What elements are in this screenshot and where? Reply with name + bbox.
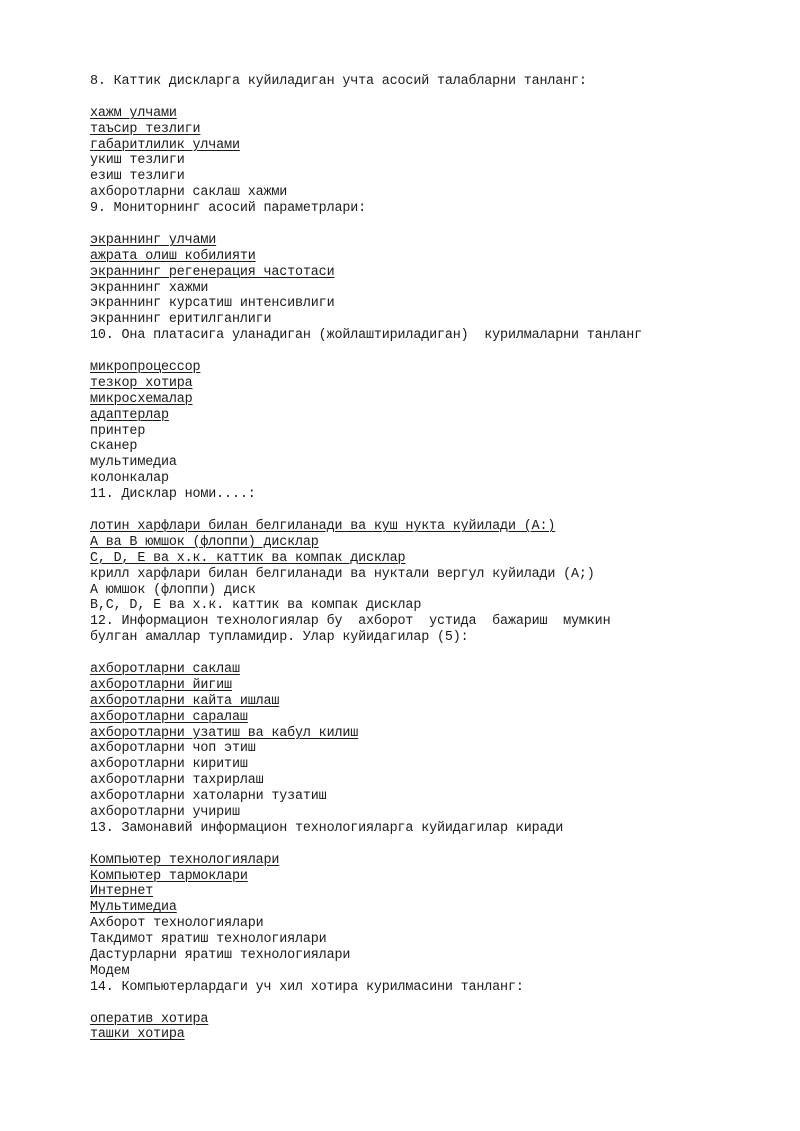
question-text: булган амаллар тупламидир. Улар куйидагилар (5): [90,630,469,646]
answer-option: Такдимот яратиш технологиялари [90,932,327,948]
answer-option: экраннинг хажми [90,280,209,296]
answer-option: Ахборот технологиялари [90,916,264,932]
correct-answer: ахборотларни кайта ишлаш [90,693,280,709]
answer-option: колонкалар [90,471,169,487]
answer-option: принтер [90,423,146,439]
answer-option: Модем [90,963,130,979]
document-page [90,74,780,1043]
question-text: 9. Мониторнинг асосий параметрлари: [90,201,366,217]
correct-answer: таъсир тезлиги [90,121,201,137]
blank-line [90,503,780,519]
answer-option: мультимедиа [90,455,177,471]
answer-option: езиш тезлиги [90,169,185,185]
correct-answer: ахборотларни саклаш [90,661,240,677]
correct-answer: C, D, E ва х.к. каттик ва компак дисклар [90,550,406,566]
answer-option: Дастурларни яратиш технологиялари [90,947,351,963]
correct-answer: Компьютер тармоклари [90,868,248,884]
answer-option: крилл харфлари билан белгиланади ва нуктали вергул куйилади (A;) [90,566,595,582]
answer-option: ахборотларни хатоларни тузатиш [90,789,327,805]
correct-answer: Мультимедиа [90,900,177,916]
correct-answer: микропроцессор [90,360,201,376]
correct-answer: ахборотларни саралаш [90,709,248,725]
correct-answer: тезкор хотира [90,375,193,391]
answer-option: ахборотларни тахрирлаш [90,773,264,789]
answer-option: ахборотларни чоп этиш [90,741,256,757]
answer-option: ахборотларни саклаш хажми [90,185,288,201]
answer-option: ахборотларни киритиш [90,757,248,773]
blank-line [90,837,780,853]
correct-answer: хажм улчами [90,105,177,121]
correct-answer: ташки хотира [90,1027,185,1043]
correct-answer: адаптерлар [90,407,169,423]
answer-option: экраннинг еритилганлиги [90,312,272,328]
question-text: 14. Компьютерлардаги уч хил хотира курилмасини танланг: [90,979,524,995]
correct-answer: ахборотларни йигиш [90,677,232,693]
correct-answer: микросхемалар [90,391,193,407]
blank-line [90,344,780,360]
question-text: 11. Дисклар номи....: [90,487,256,503]
blank-line [90,646,780,662]
correct-answer: экраннинг регенерация частотаси [90,264,335,280]
blank-line [90,996,780,1012]
correct-answer: Компьютер технологиялари [90,852,280,868]
blank-line [90,217,780,233]
correct-answer: лотин харфлари билан белгиланади ва куш нукта куйилади (A:) [90,518,556,534]
answer-option: B,C, D, E ва х.к. каттик ва компак дисклар [90,598,422,614]
answer-option: укиш тезлиги [90,153,185,169]
correct-answer: габаритлилик улчами [90,137,240,153]
answer-option: A юмшок (флоппи) диск [90,582,256,598]
question-text: 8. Каттик дискларга куйиладиган учта асосий талабларни танланг: [90,74,587,89]
correct-answer: Интернет [90,884,154,900]
correct-answer: экраннинг улчами [90,232,217,248]
question-text: 13. Замонавий информацион технологияларга куйидагилар киради [90,820,564,836]
correct-answer: ахборотларни узатиш ва кабул килиш [90,725,359,741]
answer-option: сканер [90,439,138,455]
correct-answer: ажрата олиш кобилияти [90,248,256,264]
correct-answer: A ва B юмшок (флоппи) дисклар [90,534,319,550]
answer-option: ахборотларни учириш [90,804,240,820]
blank-line [90,90,780,106]
correct-answer: оператив хотира [90,1011,209,1027]
question-text: 12. Информацион технологиялар бу ахборот устида бажариш мумкин [90,614,611,630]
answer-option: экраннинг курсатиш интенсивлиги [90,296,335,312]
question-text: 10. Она платасига уланадиган (жойлаштириладиган) курилмаларни танланг [90,328,642,344]
